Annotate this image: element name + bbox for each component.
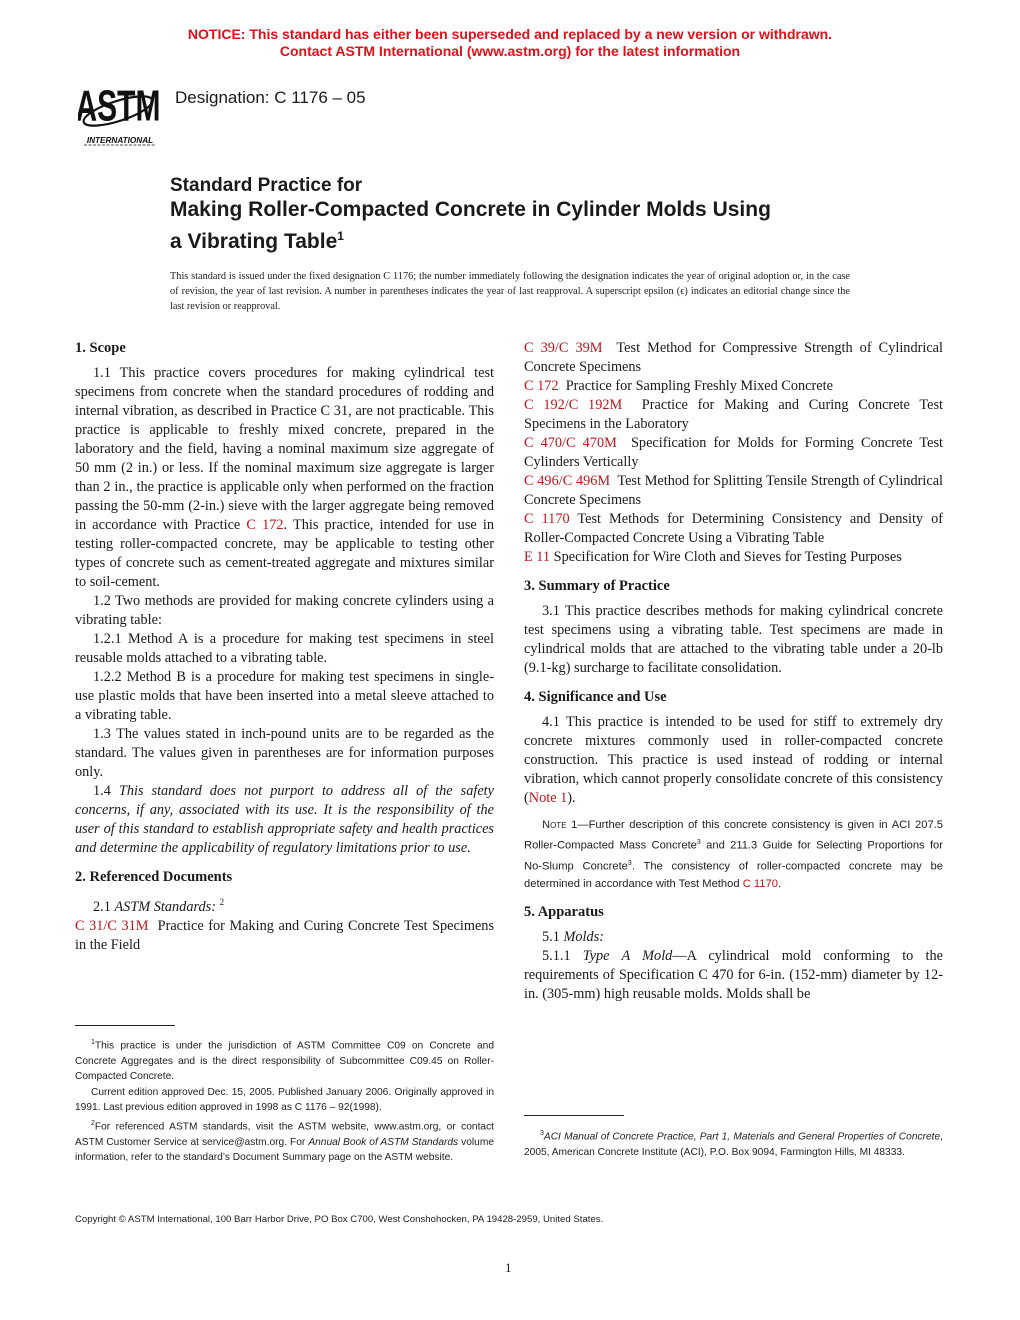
footnote-divider [75,1025,175,1026]
referenced-document-item: C 192/C 192M Practice for Making and Curing Concrete Test Specimens in the Laboratory [524,397,944,432]
section-heading-referenced-documents: 2. Referenced Documents [75,869,233,885]
supersession-notice [0,26,1020,60]
paragraph-1-2-2: 1.2.2 Method B is a procedure for making test specimens in single-use plastic molds that have been inserted into a metal sleeve attached to a vibrating table. [75,669,494,723]
link-c1170[interactable]: C 1170 [742,878,778,891]
paragraph-2-1: 2.1 ASTM Standards: $^2$ [93,897,225,915]
link-reference-code[interactable]: C 192/C 192M [524,397,623,413]
referenced-document-item: E 11 Specification for Wire Cloth and Sieves for Testing Purposes [524,549,902,565]
link-reference-code[interactable]: C 39/C 39M [524,340,603,356]
paragraph-1-2-1: 1.2.1 Method A is a procedure for making test specimens in steel reusable molds attached to a vibrating table. [75,631,494,666]
referenced-document-item: C 496/C 496M Test Method for Splitting Tensile Strength of Cylindrical Concrete Specimens [524,473,944,508]
link-reference-code[interactable]: E 11 [524,549,551,565]
footnote-1-edition: Current edition approved Dec. 15, 2005. Published January 2006. Originally approved in 1991. Last previous edition approved in 1998 as C 1176 – 92(1998). [75,1086,494,1114]
title-prefix: Standard Practice for [170,175,363,196]
document-title [170,174,870,255]
notice-line-1: NOTICE: This standard has either been superseded and replaced by a new version or withdrawn. [187,26,833,42]
astm-logo [78,77,162,151]
notice-line-2: Contact ASTM International (www.astm.org) for the latest information [279,43,741,59]
link-c172[interactable]: C 172 [246,517,284,533]
link-reference-code[interactable]: C 470/C 470M [524,435,617,451]
section-heading-apparatus: 5. Apparatus [524,904,604,921]
referenced-document-item: C 31/C 31M Practice for Making and Curing Concrete Test Specimens in the Field [75,917,495,953]
title-line-1: Making Roller-Compacted Concrete in Cylinder Molds Using [170,198,771,221]
footnote-divider [524,1115,624,1116]
referenced-document-item: C 1170 Test Methods for Determining Consistency and Density of Roller-Compacted Concrete Using a Vibrating Table [524,511,943,546]
footnote-1: $^1$This practice is under the jurisdiction of ASTM Committee C09 on Concrete and Concrete Aggregates and is the direct responsibility of Subcommittee C09.45 on Roller-Compacted Concrete. [75,1039,494,1083]
paragraph-3-1: 3.1 This practice describes methods for making cylindrical concrete test specimens using a vibrating table. Test specimens are made in cylindrical molds that are attached to the vibrating table under a 20-lb (9.1-kg) surcharge to facilitate consolidation. [524,603,943,676]
paragraph-1-4: 1.4 This standard does not purport to address all of the safety concerns, if any, associated with its use. It is the responsibility of the user of this standard to establish appropriate safety and health practices and determine the applicability of regulatory limitations prior to use. [75,783,494,856]
svg-text:ASTM: ASTM [78,80,161,130]
section-heading-summary: 3. Summary of Practice [524,578,670,594]
footnote-mark-3[interactable]: 3 [627,859,632,867]
footnotes-right [524,1126,943,1160]
page-number: 1 [505,1260,512,1275]
paragraph-1-2: 1.2 Two methods are provided for making concrete cylinders using a vibrating table: [75,593,494,628]
astm-international-logo-icon [78,77,162,151]
link-reference-code[interactable]: C 496/C 496M [524,473,611,489]
svg-text:INTERNATIONAL: INTERNATIONAL [86,136,154,145]
section-heading-scope: 1. Scope [75,340,126,356]
footnote-2: $^2$For referenced ASTM standards, visit the ASTM website, www.astm.org, or contact ASTM Customer Service at service@astm.org. For Annual Book of ASTM Standards volume information, refer to the standard’s Document Summary page on the ASTM website. [75,1119,495,1164]
paragraph-5-1: 5.1 Molds: [542,929,604,946]
paragraph-1-1: 1.1 This practice covers procedures for making cylindrical test specimens from concrete when the standard procedures of rodding and internal vibration, as described in Practice C 31, are not practicable. This practice is applicable to freshly mixed concrete, prepared in the laboratory and the field, having a nominal maximum size aggregate of 50 mm (2 in.) or less. If the nominal maximum size aggregate is larger than 2 in., the practice is applicable only when performed on the fraction passing the 50-mm (2-in.) sieve with the larger aggregate being removed in accordance with Practice C 172. This practice, intended for use in testing roller-compacted concrete, may be applicable to testing other types of concrete such as cement-treated aggregate and mixtures similar to soil-cement. [75,365,494,590]
right-column [524,339,943,1004]
footnote-mark-3[interactable]: 3 [696,839,701,846]
title-footnote-mark[interactable]: 1 [337,229,344,243]
link-reference-code[interactable]: C 1170 [524,511,570,527]
footnotes-left [75,1035,494,1166]
section-heading-significance: 4. Significance and Use [524,689,667,705]
footnote-mark-2[interactable]: 2 [219,897,225,907]
referenced-document-item: C 470/C 470M Specification for Molds for Forming Concrete Test Cylinders Vertically [524,435,943,470]
copyright-line: Copyright © ASTM International, 100 Barr Harbor Drive, PO Box C700, West Conshohocken, PA 19428-2959, United States. [75,1214,604,1225]
link-reference-code[interactable]: C 172 [524,378,559,394]
referenced-document-item: C 39/C 39M Test Method for Compressive Strength of Cylindrical Concrete Specimens [524,340,943,375]
paragraph-4-1: 4.1 This practice is intended to be used for stiff to extremely dry concrete mixtures commonly used in roller-compacted concrete construction. This practice is used instead of rodding or internal vibration, which cannot properly consolidate concrete of this consistency (Note 1). [524,714,943,806]
link-note-1[interactable]: Note 1 [528,790,568,806]
note-1: Note 1—Further description of this concrete consistency is given in ACI 207.5 Roller-Compacted Mass Concrete$^3$ and 211.3 Guide for Selecting Proportions for No-Slump Concrete$^3$. The consistency of roller-compacted concrete may be determined in accordance with Test Method C 1170. [524,819,943,891]
issue-note: This standard is issued under the fixed designation C 1176; the number immediately following the designation indicates the year of original adoption or, in the case of revision, the year of last revision. A number in parentheses indicates the year of last reapproval. A superscript epsilon (ϵ) indicates an editorial change since the last revision or reapproval. [170,271,850,312]
left-column [75,339,494,955]
paragraph-1-3: 1.3 The values stated in inch-pound units are to be regarded as the standard. The values given in parentheses are for information purposes only. [75,726,494,780]
paragraph-5-1-1: 5.1.1 Type A Mold—A cylindrical mold conforming to the requirements of Specification C 470 for 6-in. (152-mm) diameter by 12-in. (305-mm) high reusable molds. Molds shall be [524,948,943,1003]
designation: Designation: C 1176 – 05 [175,88,366,107]
referenced-document-item: C 172 Practice for Sampling Freshly Mixed Concrete [524,378,833,394]
link-reference-code[interactable]: C 31/C 31M [75,917,149,934]
title-line-2: a Vibrating Table$^1$ [170,229,344,253]
footnote-3: $^3$ACI Manual of Concrete Practice, Part 1, Materials and General Properties of Concrete, 2005, American Concrete Institute (ACI), P.O. Box 9094, Farmington Hills, MI 48333. [524,1130,943,1158]
